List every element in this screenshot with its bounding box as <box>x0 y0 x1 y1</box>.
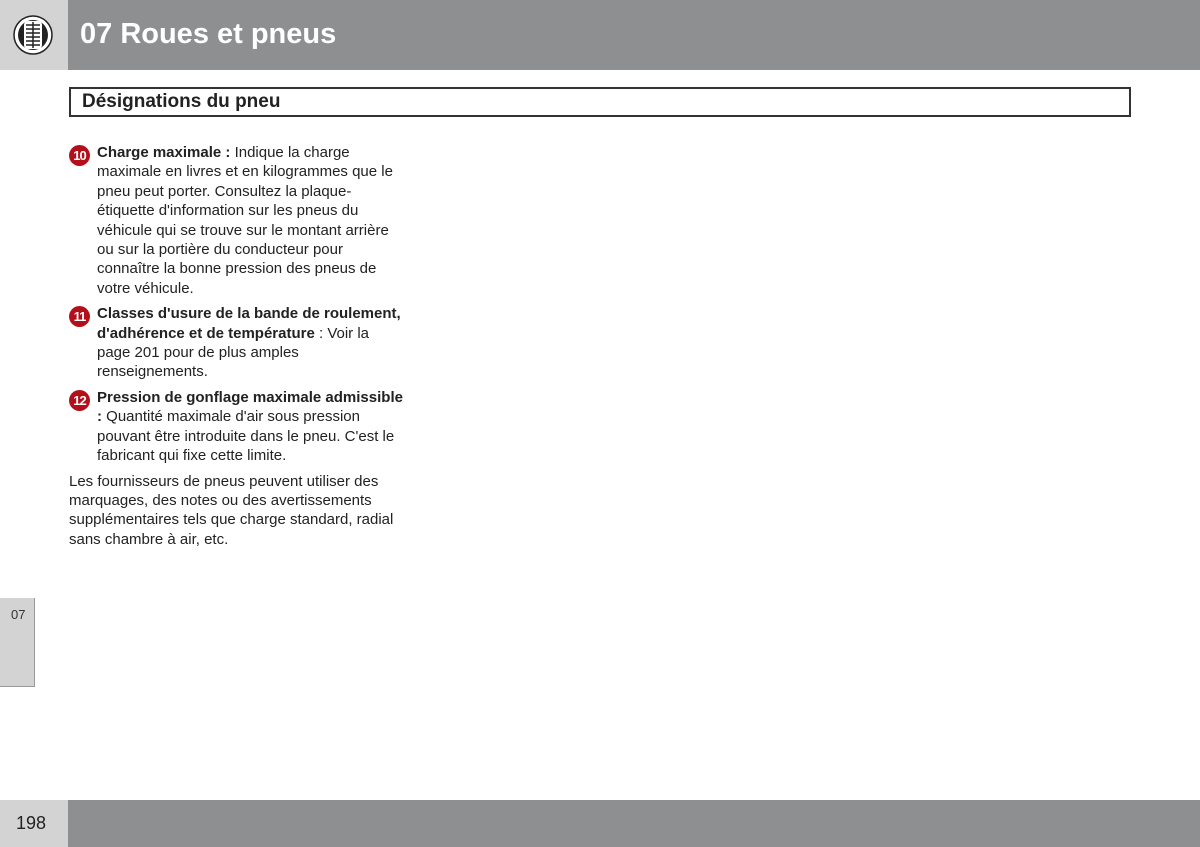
number-badge-12: 12 <box>69 390 90 411</box>
list-item <box>69 304 404 382</box>
item-text: Quantité maximale d'air sous pression pouvant être introduite dans le pneu. C'est le fabricant qui fixe cette limite. <box>97 408 395 465</box>
chapter-title: 07 Roues et pneus <box>80 18 337 50</box>
chapter-side-tab <box>0 598 35 687</box>
list-item <box>69 388 404 466</box>
item-text: Indique la charge maximale en livres et en kilogrammes que le pneu peut porter. Consultez la plaque-étiquette d'information sur les pneus du véhicule qui se trouve sur le montant arrière ou sur la portière du conducteur pour connaître la bonne pression des pneus de votre véhicule. <box>97 144 393 297</box>
side-tab-label: 07 <box>11 607 26 622</box>
tire-icon <box>13 15 53 55</box>
body-paragraph: Les fournisseurs de pneus peuvent utiliser des marquages, des notes ou des avertissements supplémentaires tels que charge standard, radial sans chambre à air, etc. <box>69 472 394 548</box>
list-item <box>69 143 404 298</box>
section-heading-box <box>69 87 1131 117</box>
section-title: Désignations du pneu <box>82 91 281 112</box>
footer-bar <box>68 800 1200 847</box>
item-text: : Voir la page 201 pour de plus amples renseignements. <box>97 324 370 381</box>
footer-page-box <box>0 800 68 847</box>
item-term: Classes d'usure de la bande de roulement, d'adhérence et de température <box>97 305 401 342</box>
number-badge-10: 10 <box>69 145 90 166</box>
page-number: 198 <box>16 813 47 833</box>
content-column <box>69 143 404 549</box>
header-bar <box>68 0 1200 70</box>
item-term: Pression de gonflage maximale admissible : <box>97 388 403 426</box>
item-term: Charge maximale : <box>97 144 231 161</box>
number-badge-11: 11 <box>69 306 90 327</box>
chapter-icon-box <box>0 0 68 70</box>
